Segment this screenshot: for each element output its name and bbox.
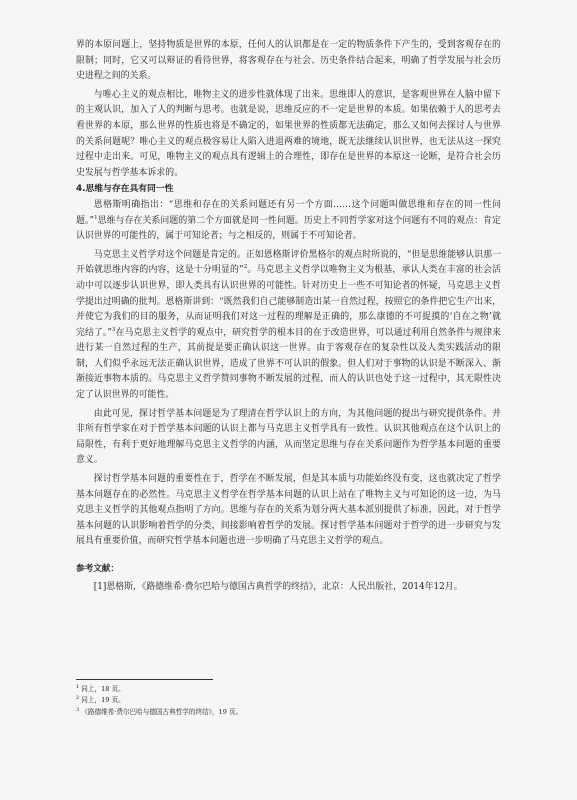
body-paragraph: 与唯心主义的观点相比，唯物主义的进步性就体现了出来。思维即人的意识，是客观世界在人脑中留下的主观认识，加入了人的判断与思考。也就是说，思维反应的不一定是世界的本质。如果依赖于人的思考去看世界的本原，那么世界的性质也将是不确定的，如果世界的性质都无法确定，那么又如何去探讨人与世界的关系问题呢？唯心主义的观点极容易让人陷入进退两难的境地，既无法继续认识世界，也无法从这一探究过程中走出来。可见，唯物主义的观点具有逻辑上的合理性，即存在是世界的本原这一论断，是符合社会历史发展与哲学基本诉求的。 (76, 89, 501, 178)
body-text: 思维与存在关系问题的第二个方面就是同一性问题。历史上不同哲学家对这个问题有不同的观点：肯定认识世界的可能性的，属于可知论者；与之相反的，则属于不可知论者。 (76, 215, 501, 242)
footnote-mark: 2 (76, 695, 80, 702)
section-heading: 4.思维与存在具有同一性 (76, 184, 174, 195)
quote-text: 恩格斯明确指出：“思维和存在的关系问题还有另一个方面……这个问题叫做思维和存在的同一性问题。” (76, 199, 501, 226)
body-paragraph: 界的本原问题上，坚持物质是世界的本原，任何人的认识都是在一定的物质条件下产生的，受到客观存在的限制；同时，它又可以辩证的看待世界，将客观存在与社会、历史条件结合起来，明确了哲学发展与社会历史进程之间的关系。 (76, 40, 501, 82)
reference-item: [1]恩格斯，《路德维希·费尔巴哈与德国古典哲学的终结》，北京：人民出版社，2014年12月。 (93, 582, 463, 592)
body-paragraph (76, 198, 501, 245)
footnote-text: 同上，19 页。 (81, 696, 125, 705)
references-title: 参考文献： (76, 564, 119, 574)
body-text: 马克思主义哲学对这个问题是肯定的。正如恩格斯评价黑格尔的观点时所说的，“但是思维能够认识那一开始就思维内容的内容，这是十分明显的” (76, 249, 501, 276)
footnote-ref: 3 (112, 326, 116, 333)
body-text: 在马克思主义哲学的观点中，研究哲学的根本目的在于改造世界，可以通过利用自然条件与规律来进行某一自然过程的生产，其前提是要正确认识这一世界。由于客观存在的复杂性以及人类实践活动的限制，人们似乎永远无法正确认识世界，造成了世界不可认识的假象。但人们对于事物的认识是不断深入、渐渐接近事物本质的。马克思主义哲学赞同事物不断发展的过程，而人的认识也处于这一过程中，其无限性决定了认识世界的可能性。 (76, 327, 501, 401)
footnotes (76, 684, 496, 718)
footnote-item (76, 707, 496, 718)
body-paragraph: 探讨哲学基本问题的重要性在于，哲学在不断发展，但是其本质与功能始终没有变，这也就决定了哲学基本问题存在的必然性。马克思主义哲学在哲学基本问题的认识上站在了唯物主义与可知论的这一边，为马克思主义哲学的其他观点指明了方向。思维与存在的关系为划分两大基本派别提供了标准，因此，对于哲学基本问题的认识影响着哲学的分类，间接影响着哲学的发展。探讨哲学基本问题对于哲学的进一步研究与发展具有重要价值，而研究哲学基本问题也进一步明确了马克思主义哲学的观点。 (76, 474, 501, 547)
body-text: 。马克思主义哲学以唯物主义为根基，承认人类在丰富的社会活动中可以逐步认识世界，即人类具有认识世界的可能性。针对历史上一些不可知论者的怀疑，马克思主义哲学提出过明确的批判。恩格斯讲到：“既然我们自己能够制造出某一自然过程，按照它的条件把它生产出来，并使它为我们的目的服务，从而证明我们对这一过程的理解是正确的，那么康德的不可捉摸的‘自在之物’就完结了。” (76, 265, 501, 338)
footnote-divider (76, 679, 213, 680)
body-paragraph (76, 248, 501, 404)
body-paragraph: 由此可见，探讨哲学基本问题是为了理清在哲学认识上的方向，为其他问题的提出与研究提供条件。并非所有哲学家在对于哲学基本问题的认识上都与马克思主义哲学具有一致性。认识其他观点在这个认识上的局限性，有利于更好地理解马克思主义哲学的内涵，从而坚定思维与存在关系问题作为哲学基本问题的重要意义。 (76, 408, 501, 466)
footnote-ref: 1 (94, 214, 98, 221)
footnote-item (76, 695, 496, 706)
footnote-item (76, 684, 496, 695)
footnote-text: 同上，18 页。 (81, 685, 125, 693)
footnote-mark: 3 (76, 706, 80, 713)
footnote-text: 《路德维希·费尔巴哈与德国古典哲学的终结》，19 页。 (81, 707, 243, 716)
footnote-ref: 2 (243, 264, 248, 271)
footnote-mark: 1 (76, 684, 80, 690)
